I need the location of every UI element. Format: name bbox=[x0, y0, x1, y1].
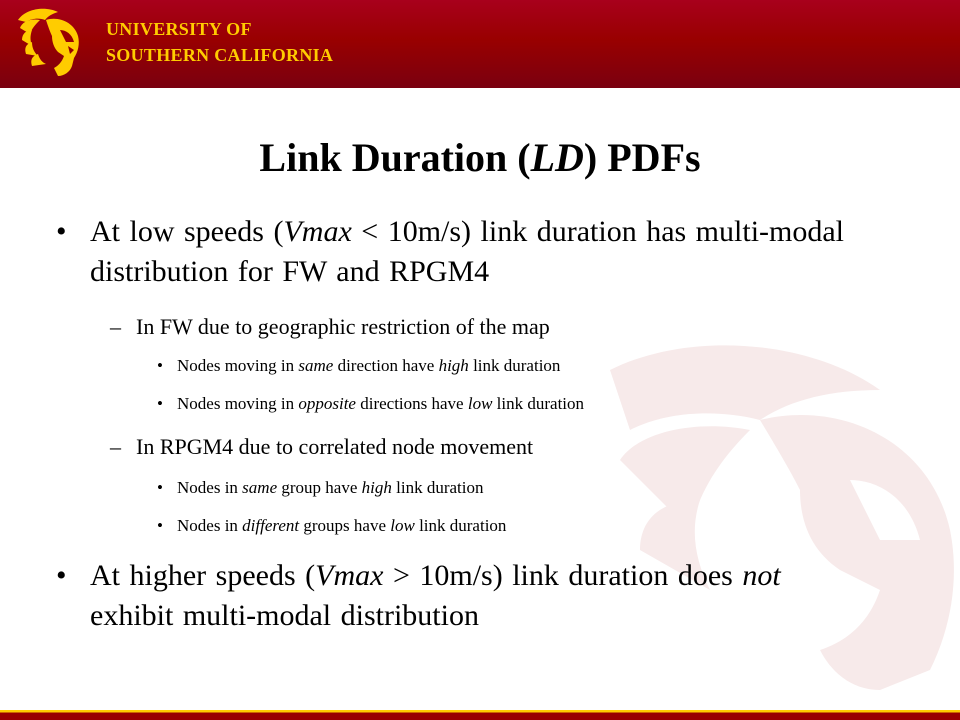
dash-marker: – bbox=[110, 314, 121, 339]
bullet-text: At low speeds (Vmax < 10m/s) link duration has multi-modal distribution for FW and RPGM4 bbox=[90, 215, 845, 288]
bullet-marker: • bbox=[56, 215, 67, 248]
trojan-helmet-icon bbox=[12, 6, 86, 82]
subsub-text: Nodes moving in same direction have high link duration bbox=[177, 356, 561, 375]
subbullet-text: In RPGM4 due to correlated node movement bbox=[136, 434, 534, 459]
subbullet-text: In FW due to geographic restriction of the map bbox=[136, 314, 550, 339]
bullet-marker: • bbox=[157, 356, 163, 375]
bullet-marker: • bbox=[157, 478, 163, 497]
university-line-1: UNIVERSITY OF bbox=[106, 19, 252, 39]
bullet-higher-speeds bbox=[56, 556, 836, 636]
trojan-watermark-icon bbox=[550, 330, 960, 710]
subsub-text: Nodes in different groups have low link duration bbox=[177, 516, 507, 535]
university-line-2: SOUTHERN CALIFORNIA bbox=[106, 45, 334, 65]
university-name bbox=[106, 16, 333, 68]
bullet-low-speeds bbox=[56, 212, 845, 292]
bullet-marker: • bbox=[56, 559, 67, 592]
header-band bbox=[0, 0, 960, 88]
title-part-1: Link Duration ( bbox=[259, 135, 531, 180]
subsub-text: Nodes moving in opposite directions have low link duration bbox=[177, 394, 585, 413]
bullet-text: At higher speeds (Vmax > 10m/s) link duration does not exhibit multi-modal distribution bbox=[90, 559, 781, 632]
footer-strip bbox=[0, 710, 960, 720]
title-italic-ld: LD bbox=[530, 135, 584, 180]
bullet-marker: • bbox=[157, 394, 163, 413]
slide-title bbox=[0, 130, 960, 186]
dash-marker: – bbox=[110, 434, 121, 459]
title-part-2: ) PDFs bbox=[583, 135, 701, 180]
bullet-marker: • bbox=[157, 516, 163, 535]
subsub-text: Nodes in same group have high link duration bbox=[177, 478, 484, 497]
